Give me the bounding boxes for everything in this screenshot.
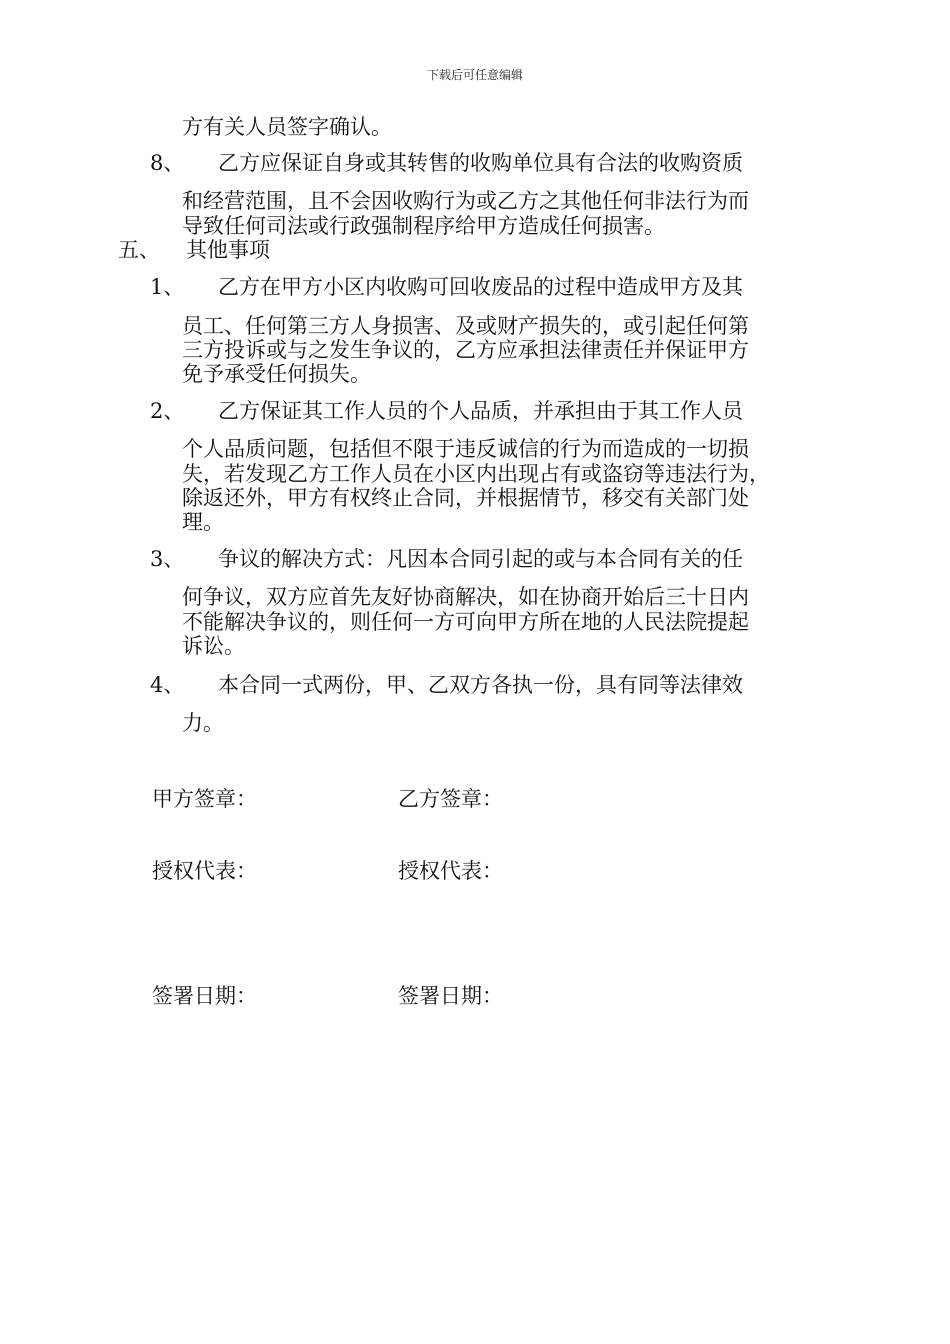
item-8-line-1: 乙方应保证自身或其转售的收购单位具有合法的收购资质 xyxy=(218,151,743,175)
party-b-seal-label: 乙方签章： xyxy=(398,787,503,811)
page-header: 下载后可任意编辑 xyxy=(426,68,523,82)
item-4-line-1: 本合同一式两份，甲、乙双方各执一份，具有同等法律效 xyxy=(218,673,743,697)
item-4-line-2: 力。 xyxy=(182,711,224,735)
item-1-line-1: 乙方在甲方小区内收购可回收废品的过程中造成甲方及其 xyxy=(218,275,743,299)
item-1-number: 1、 xyxy=(150,275,185,299)
item-3-line-1: 争议的解决方式：凡因本合同引起的或与本合同有关的任 xyxy=(218,547,743,571)
section-5-title: 其他事项 xyxy=(186,238,270,262)
item-3-line-4: 诉讼。 xyxy=(182,634,245,658)
item-8-line-2: 和经营范围，且不会因收购行为或乙方之其他任何非法行为而 xyxy=(182,189,749,213)
item-3-number: 3、 xyxy=(150,547,185,571)
party-a-date-label: 签署日期： xyxy=(152,984,257,1008)
item-2-line-5: 理。 xyxy=(182,510,224,534)
item-8-number: 8、 xyxy=(150,151,185,175)
item-2-line-1: 乙方保证其工作人员的个人品质，并承担由于其工作人员 xyxy=(218,399,743,423)
item-1-line-4: 免予承受任何损失。 xyxy=(182,362,371,386)
item-3-line-2: 何争议，双方应首先友好协商解决，如在协商开始后三十日内 xyxy=(182,585,749,609)
item-2-line-3: 失，若发现乙方工作人员在小区内出现占有或盗窃等违法行为， xyxy=(182,462,770,486)
item-2-line-4: 除返还外，甲方有权终止合同，并根据情节，移交有关部门处 xyxy=(182,486,749,510)
item-2-number: 2、 xyxy=(150,399,185,423)
item-4-number: 4、 xyxy=(150,673,185,697)
party-a-seal-label: 甲方签章： xyxy=(152,787,257,811)
party-b-rep-label: 授权代表： xyxy=(398,859,503,883)
item-1-line-2: 员工、任何第三方人身损害、及或财产损失的，或引起任何第 xyxy=(182,314,749,338)
party-b-date-label: 签署日期： xyxy=(398,984,503,1008)
section-5-number: 五、 xyxy=(118,238,160,262)
continuation-line: 方有关人员签字确认。 xyxy=(182,115,392,139)
item-3-line-3: 不能解决争议的，则任何一方可向甲方所在地的人民法院提起 xyxy=(182,610,749,634)
item-1-line-3: 三方投诉或与之发生争议的，乙方应承担法律责任并保证甲方 xyxy=(182,338,749,362)
item-2-line-2: 个人品质问题，包括但不限于违反诚信的行为而造成的一切损 xyxy=(182,437,749,461)
party-a-rep-label: 授权代表： xyxy=(152,859,257,883)
item-8-line-3: 导致任何司法或行政强制程序给甲方造成任何损害。 xyxy=(182,214,665,238)
